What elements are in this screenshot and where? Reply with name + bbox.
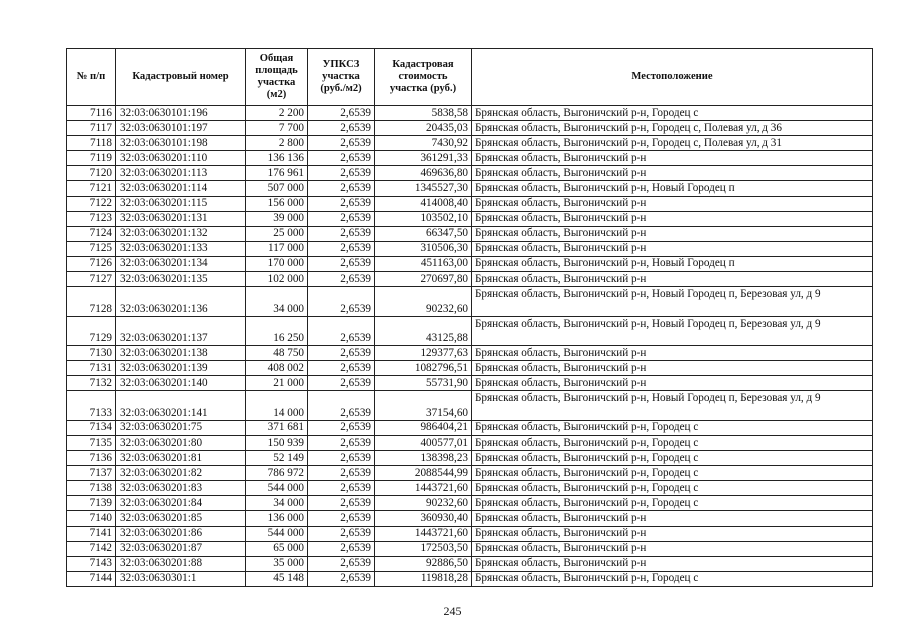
cell-cadastral-number: 32:03:0630201:114 xyxy=(116,181,246,196)
table-row xyxy=(67,496,873,511)
cell-cadastral-number: 32:03:0630201:84 xyxy=(116,496,246,511)
cell-upksz: 2,6539 xyxy=(308,226,375,241)
cell-num: 7142 xyxy=(67,541,116,556)
cell-num: 7131 xyxy=(67,361,116,376)
table-row xyxy=(67,196,873,211)
table-row xyxy=(67,511,873,526)
cell-area: 25 000 xyxy=(246,226,308,241)
cell-area: 544 000 xyxy=(246,481,308,496)
cell-cost: 20435,03 xyxy=(375,121,472,136)
cell-cadastral-number: 32:03:0630201:134 xyxy=(116,256,246,271)
cell-num: 7126 xyxy=(67,256,116,271)
cell-cadastral-number: 32:03:0630201:115 xyxy=(116,196,246,211)
cell-num: 7117 xyxy=(67,121,116,136)
cell-location: Брянская область, Выгоничский р-н, Городец с xyxy=(472,451,873,466)
cell-area: 176 961 xyxy=(246,166,308,181)
cell-upksz: 2,6539 xyxy=(308,556,375,571)
cell-location: Брянская область, Выгоничский р-н xyxy=(472,272,873,287)
cell-cost: 1443721,60 xyxy=(375,481,472,496)
cell-cadastral-number: 32:03:0630201:80 xyxy=(116,436,246,451)
cell-num: 7120 xyxy=(67,166,116,181)
cell-area: 150 939 xyxy=(246,436,308,451)
cell-cadastral-number: 32:03:0630201:88 xyxy=(116,556,246,571)
cell-num: 7116 xyxy=(67,106,116,121)
cell-location: Брянская область, Выгоничский р-н xyxy=(472,526,873,541)
cell-cost: 43125,88 xyxy=(375,316,472,346)
cell-upksz: 2,6539 xyxy=(308,166,375,181)
table-row xyxy=(67,361,873,376)
cell-cost: 2088544,99 xyxy=(375,466,472,481)
cell-location: Брянская область, Выгоничский р-н, Городец с xyxy=(472,496,873,511)
cell-upksz: 2,6539 xyxy=(308,541,375,556)
table-row xyxy=(67,272,873,287)
cell-location: Брянская область, Выгоничский р-н, Новый Городец п, Березовая ул, д 9 xyxy=(472,316,873,346)
table-row xyxy=(67,166,873,181)
cell-area: 507 000 xyxy=(246,181,308,196)
cell-cost: 986404,21 xyxy=(375,420,472,435)
cell-upksz: 2,6539 xyxy=(308,391,375,421)
cell-cost: 5838,58 xyxy=(375,106,472,121)
header-upksz: УПКСЗ участка (руб./м2) xyxy=(308,49,375,106)
cell-upksz: 2,6539 xyxy=(308,272,375,287)
cell-cost: 37154,60 xyxy=(375,391,472,421)
cell-upksz: 2,6539 xyxy=(308,361,375,376)
cell-upksz: 2,6539 xyxy=(308,571,375,586)
cell-num: 7135 xyxy=(67,436,116,451)
cell-area: 786 972 xyxy=(246,466,308,481)
cell-upksz: 2,6539 xyxy=(308,451,375,466)
cell-location: Брянская область, Выгоничский р-н xyxy=(472,196,873,211)
cell-upksz: 2,6539 xyxy=(308,496,375,511)
cell-upksz: 2,6539 xyxy=(308,511,375,526)
cell-cadastral-number: 32:03:0630201:135 xyxy=(116,272,246,287)
cell-cadastral-number: 32:03:0630101:196 xyxy=(116,106,246,121)
cell-area: 170 000 xyxy=(246,256,308,271)
cell-cadastral-number: 32:03:0630201:132 xyxy=(116,226,246,241)
cell-location: Брянская область, Выгоничский р-н xyxy=(472,511,873,526)
cell-cadastral-number: 32:03:0630201:75 xyxy=(116,420,246,435)
cell-area: 16 250 xyxy=(246,316,308,346)
cell-cost: 92886,50 xyxy=(375,556,472,571)
table-row xyxy=(67,151,873,166)
table-row xyxy=(67,121,873,136)
cell-cadastral-number: 32:03:0630201:138 xyxy=(116,346,246,361)
cell-cost: 361291,33 xyxy=(375,151,472,166)
cell-num: 7123 xyxy=(67,211,116,226)
table-row xyxy=(67,481,873,496)
cell-cost: 119818,28 xyxy=(375,571,472,586)
cell-cost: 172503,50 xyxy=(375,541,472,556)
cell-location: Брянская область, Выгоничский р-н, Городец с xyxy=(472,481,873,496)
cell-area: 7 700 xyxy=(246,121,308,136)
cell-location: Брянская область, Выгоничский р-н xyxy=(472,541,873,556)
cell-num: 7128 xyxy=(67,287,116,317)
cell-cost: 7430,92 xyxy=(375,136,472,151)
cell-upksz: 2,6539 xyxy=(308,376,375,391)
table-row xyxy=(67,256,873,271)
cell-upksz: 2,6539 xyxy=(308,256,375,271)
cell-area: 102 000 xyxy=(246,272,308,287)
cell-cadastral-number: 32:03:0630301:1 xyxy=(116,571,246,586)
cell-cadastral-number: 32:03:0630201:137 xyxy=(116,316,246,346)
table-row xyxy=(67,451,873,466)
cell-location: Брянская область, Выгоничский р-н, Городец с, Полевая ул, д 31 xyxy=(472,136,873,151)
header-area: Общая площадь участка (м2) xyxy=(246,49,308,106)
table-row xyxy=(67,181,873,196)
cell-upksz: 2,6539 xyxy=(308,346,375,361)
cell-cost: 90232,60 xyxy=(375,287,472,317)
table-row xyxy=(67,226,873,241)
cell-area: 136 136 xyxy=(246,151,308,166)
cell-area: 39 000 xyxy=(246,211,308,226)
cell-cadastral-number: 32:03:0630201:110 xyxy=(116,151,246,166)
cell-upksz: 2,6539 xyxy=(308,420,375,435)
header-cost: Кадастровая стоимость участка (руб.) xyxy=(375,49,472,106)
cell-num: 7119 xyxy=(67,151,116,166)
cell-upksz: 2,6539 xyxy=(308,106,375,121)
cell-area: 2 200 xyxy=(246,106,308,121)
cell-location: Брянская область, Выгоничский р-н, Городец с xyxy=(472,436,873,451)
cell-cadastral-number: 32:03:0630201:85 xyxy=(116,511,246,526)
cell-area: 408 002 xyxy=(246,361,308,376)
cell-cost: 1345527,30 xyxy=(375,181,472,196)
cell-cadastral-number: 32:03:0630201:131 xyxy=(116,211,246,226)
table-header-row xyxy=(67,49,873,106)
cell-upksz: 2,6539 xyxy=(308,316,375,346)
cell-location: Брянская область, Выгоничский р-н xyxy=(472,226,873,241)
cell-location: Брянская область, Выгоничский р-н xyxy=(472,211,873,226)
cell-cadastral-number: 32:03:0630201:136 xyxy=(116,287,246,317)
table-row xyxy=(67,287,873,317)
page-number: 245 xyxy=(443,604,462,618)
table-row xyxy=(67,466,873,481)
cell-area: 371 681 xyxy=(246,420,308,435)
cell-upksz: 2,6539 xyxy=(308,136,375,151)
cell-upksz: 2,6539 xyxy=(308,466,375,481)
cell-location: Брянская область, Выгоничский р-н, Новый Городец п, Березовая ул, д 9 xyxy=(472,287,873,317)
table-row xyxy=(67,420,873,435)
cell-area: 52 149 xyxy=(246,451,308,466)
cell-area: 45 148 xyxy=(246,571,308,586)
cell-upksz: 2,6539 xyxy=(308,121,375,136)
cell-num: 7122 xyxy=(67,196,116,211)
cell-cadastral-number: 32:03:0630201:113 xyxy=(116,166,246,181)
cell-area: 48 750 xyxy=(246,346,308,361)
cell-upksz: 2,6539 xyxy=(308,526,375,541)
cell-cost: 310506,30 xyxy=(375,241,472,256)
cell-cost: 360930,40 xyxy=(375,511,472,526)
cell-cadastral-number: 32:03:0630201:140 xyxy=(116,376,246,391)
cell-num: 7125 xyxy=(67,241,116,256)
cell-area: 136 000 xyxy=(246,511,308,526)
cell-cadastral-number: 32:03:0630101:197 xyxy=(116,121,246,136)
cadastral-table xyxy=(66,48,873,587)
cell-location: Брянская область, Выгоничский р-н, Городец с xyxy=(472,571,873,586)
cell-num: 7137 xyxy=(67,466,116,481)
cell-area: 117 000 xyxy=(246,241,308,256)
cell-num: 7134 xyxy=(67,420,116,435)
table-row xyxy=(67,556,873,571)
cell-cadastral-number: 32:03:0630201:87 xyxy=(116,541,246,556)
header-location: Местоположение xyxy=(472,49,873,106)
cell-cadastral-number: 32:03:0630201:86 xyxy=(116,526,246,541)
cell-area: 156 000 xyxy=(246,196,308,211)
cell-cost: 270697,80 xyxy=(375,272,472,287)
cell-cost: 90232,60 xyxy=(375,496,472,511)
header-num: № п/п xyxy=(67,49,116,106)
cell-upksz: 2,6539 xyxy=(308,241,375,256)
cell-num: 7132 xyxy=(67,376,116,391)
table-row xyxy=(67,136,873,151)
cell-upksz: 2,6539 xyxy=(308,436,375,451)
cell-area: 2 800 xyxy=(246,136,308,151)
cell-cadastral-number: 32:03:0630201:81 xyxy=(116,451,246,466)
cell-area: 35 000 xyxy=(246,556,308,571)
cell-cost: 55731,90 xyxy=(375,376,472,391)
cell-cost: 1443721,60 xyxy=(375,526,472,541)
cell-location: Брянская область, Выгоничский р-н xyxy=(472,346,873,361)
table-row xyxy=(67,526,873,541)
cell-cadastral-number: 32:03:0630101:198 xyxy=(116,136,246,151)
cell-num: 7141 xyxy=(67,526,116,541)
cell-cadastral-number: 32:03:0630201:139 xyxy=(116,361,246,376)
table-row xyxy=(67,391,873,421)
cell-area: 34 000 xyxy=(246,496,308,511)
cell-num: 7133 xyxy=(67,391,116,421)
cell-upksz: 2,6539 xyxy=(308,481,375,496)
cell-upksz: 2,6539 xyxy=(308,287,375,317)
cell-location: Брянская область, Выгоничский р-н, Новый Городец п, Березовая ул, д 9 xyxy=(472,391,873,421)
header-cadastral-number: Кадастровый номер xyxy=(116,49,246,106)
table-row xyxy=(67,436,873,451)
cell-location: Брянская область, Выгоничский р-н, Новый Городец п xyxy=(472,256,873,271)
cell-cost: 469636,80 xyxy=(375,166,472,181)
cell-location: Брянская область, Выгоничский р-н xyxy=(472,241,873,256)
cell-num: 7118 xyxy=(67,136,116,151)
cell-cost: 138398,23 xyxy=(375,451,472,466)
cell-location: Брянская область, Выгоничский р-н xyxy=(472,376,873,391)
cell-area: 14 000 xyxy=(246,391,308,421)
cell-location: Брянская область, Выгоничский р-н, Городец с xyxy=(472,420,873,435)
cell-cost: 451163,00 xyxy=(375,256,472,271)
table-row xyxy=(67,316,873,346)
cell-location: Брянская область, Выгоничский р-н xyxy=(472,556,873,571)
cell-cadastral-number: 32:03:0630201:83 xyxy=(116,481,246,496)
cell-location: Брянская область, Выгоничский р-н xyxy=(472,151,873,166)
cell-cadastral-number: 32:03:0630201:141 xyxy=(116,391,246,421)
cell-upksz: 2,6539 xyxy=(308,151,375,166)
table-row xyxy=(67,541,873,556)
cell-area: 544 000 xyxy=(246,526,308,541)
cell-location: Брянская область, Выгоничский р-н, Городец с xyxy=(472,106,873,121)
cell-area: 65 000 xyxy=(246,541,308,556)
cell-num: 7130 xyxy=(67,346,116,361)
cell-cost: 66347,50 xyxy=(375,226,472,241)
cell-cost: 103502,10 xyxy=(375,211,472,226)
cell-num: 7124 xyxy=(67,226,116,241)
cell-cost: 400577,01 xyxy=(375,436,472,451)
cell-location: Брянская область, Выгоничский р-н, Городец с, Полевая ул, д 36 xyxy=(472,121,873,136)
cell-location: Брянская область, Выгоничский р-н xyxy=(472,361,873,376)
cell-upksz: 2,6539 xyxy=(308,181,375,196)
table-row xyxy=(67,211,873,226)
cell-cost: 129377,63 xyxy=(375,346,472,361)
cell-num: 7121 xyxy=(67,181,116,196)
table-row xyxy=(67,376,873,391)
table-row xyxy=(67,106,873,121)
table-row xyxy=(67,571,873,586)
cell-num: 7143 xyxy=(67,556,116,571)
cell-location: Брянская область, Выгоничский р-н, Городец с xyxy=(472,466,873,481)
cell-num: 7140 xyxy=(67,511,116,526)
cell-num: 7144 xyxy=(67,571,116,586)
table-body xyxy=(67,106,873,587)
cell-location: Брянская область, Выгоничский р-н, Новый Городец п xyxy=(472,181,873,196)
table-row xyxy=(67,241,873,256)
cell-cost: 414008,40 xyxy=(375,196,472,211)
cell-location: Брянская область, Выгоничский р-н xyxy=(472,166,873,181)
cell-num: 7138 xyxy=(67,481,116,496)
cell-cadastral-number: 32:03:0630201:133 xyxy=(116,241,246,256)
table-row xyxy=(67,346,873,361)
cell-num: 7136 xyxy=(67,451,116,466)
cell-area: 21 000 xyxy=(246,376,308,391)
cell-num: 7127 xyxy=(67,272,116,287)
cell-area: 34 000 xyxy=(246,287,308,317)
cell-upksz: 2,6539 xyxy=(308,196,375,211)
cell-cadastral-number: 32:03:0630201:82 xyxy=(116,466,246,481)
cell-upksz: 2,6539 xyxy=(308,211,375,226)
cell-cost: 1082796,51 xyxy=(375,361,472,376)
cell-num: 7139 xyxy=(67,496,116,511)
cell-num: 7129 xyxy=(67,316,116,346)
